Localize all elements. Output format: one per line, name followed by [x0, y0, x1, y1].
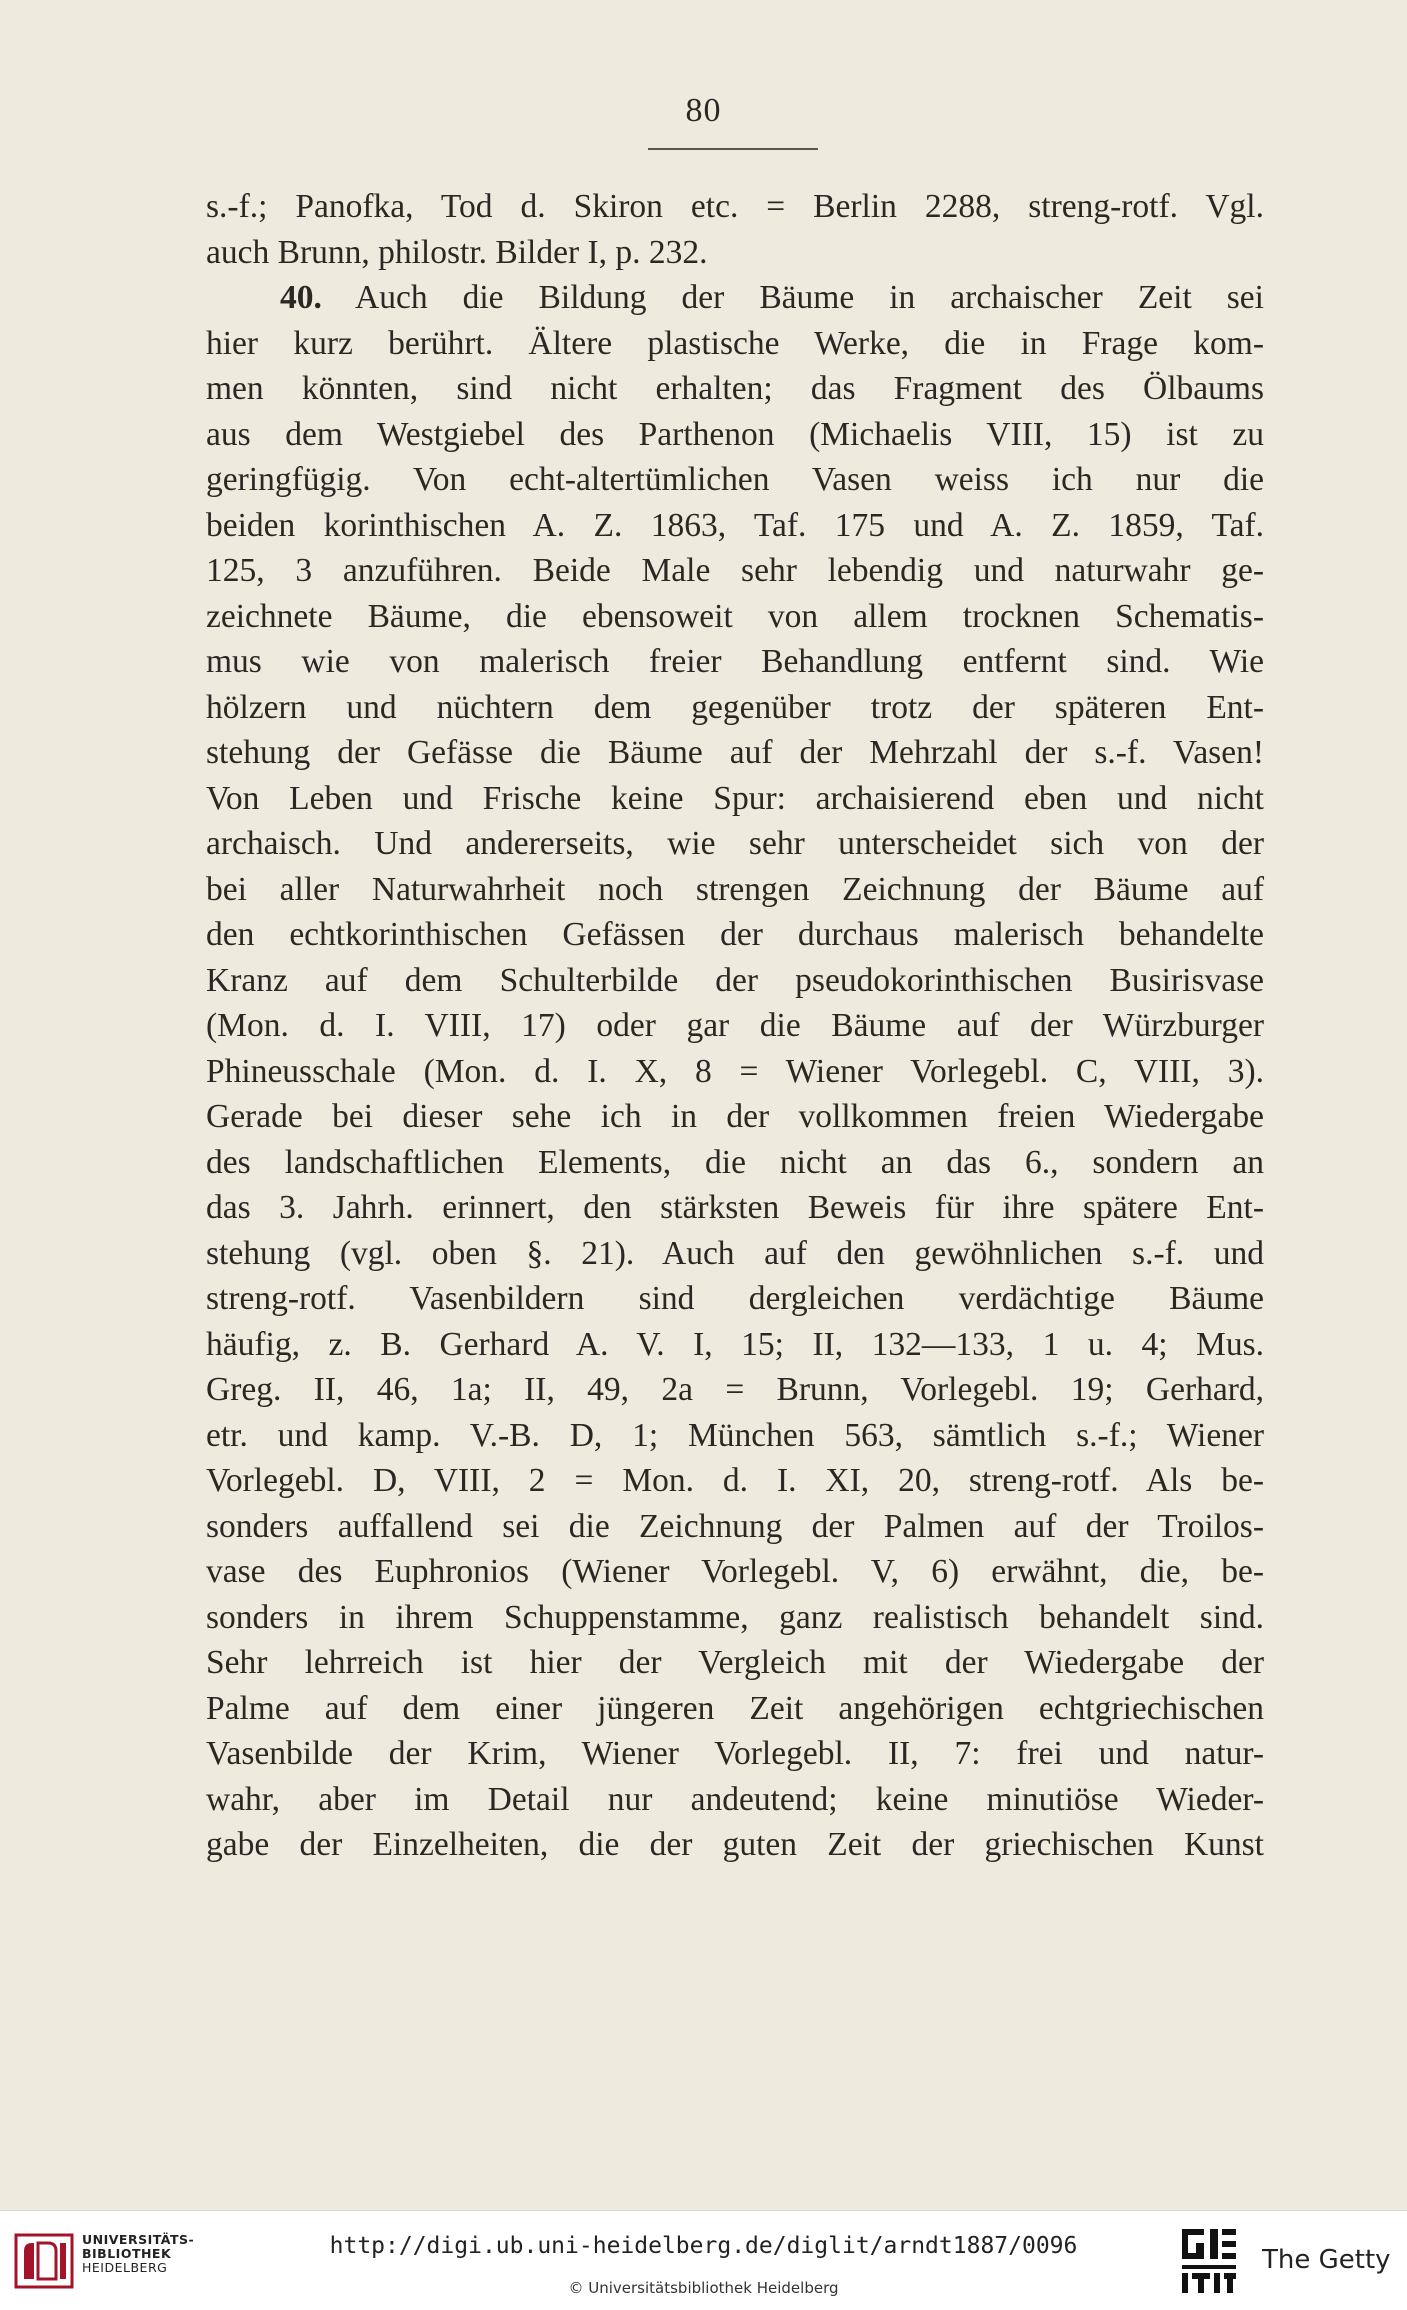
text-line — [206, 275, 1264, 321]
text-line-content: häufig, z. B. Gerhard A. V. I, 15; II, 132—133, 1 u. 4; Mus. — [206, 1325, 1264, 1363]
text-line — [206, 1458, 1264, 1504]
library-name-line3: HEIDELBERG — [82, 2260, 168, 2275]
text-line-content: archaisch. Und andererseits, wie sehr unterscheidet sich von der — [206, 825, 1264, 862]
text-line — [206, 912, 1264, 958]
text-line-content: stehung (vgl. oben §. 21). Auch auf den gewöhnlichen s.-f. und — [206, 1234, 1264, 1272]
text-line — [206, 685, 1264, 731]
text-line — [206, 1686, 1264, 1732]
library-name-line1: UNIVERSITÄTS- — [82, 2232, 195, 2247]
text-line-content: streng-rotf. Vasenbildern sind dergleichen verdächtige Bäume — [206, 1280, 1264, 1317]
text-line-content: Kranz auf dem Schulterbilde der pseudokorinthischen Busirisvase — [206, 961, 1264, 999]
text-line — [206, 1640, 1264, 1686]
text-line-content: aus dem Westgiebel des Parthenon (Michaelis VIII, 15) ist zu — [206, 415, 1264, 453]
text-line-content: Sehr lehrreich ist hier der Vergleich mit der Wiedergabe der — [206, 1644, 1264, 1681]
text-line — [206, 639, 1264, 685]
text-line-content: Gerade bei dieser sehe ich in der vollkommen freien Wiedergabe — [206, 1098, 1264, 1135]
text-line-content: das 3. Jahrh. erinnert, den stärksten Beweis für ihre spätere Ent- — [206, 1189, 1264, 1226]
text-line-content: sonders in ihrem Schuppenstamme, ganz realistisch behandelt sind. — [206, 1598, 1264, 1636]
getty-logo-icon[interactable] — [1178, 2225, 1240, 2297]
text-line — [206, 1094, 1264, 1140]
text-line — [206, 548, 1264, 594]
text-line-content: sonders auffallend sei die Zeichnung der Palmen auf der Troilos- — [206, 1507, 1264, 1545]
text-line — [206, 1413, 1264, 1459]
text-line-content: Auch die Bildung der Bäume in archaischer Zeit sei — [355, 279, 1264, 316]
page-number: 80 — [685, 92, 722, 129]
text-line — [206, 1549, 1264, 1595]
permalink-url[interactable]: http://digi.ub.uni-heidelberg.de/diglit/arndt1887/0096 — [329, 2233, 1078, 2259]
text-line-content: Greg. II, 46, 1a; II, 49, 2a = Brunn, Vorlegebl. 19; Gerhard, — [206, 1371, 1264, 1408]
text-line — [206, 457, 1264, 503]
text-line-content: auch Brunn, philostr. Bilder I, p. 232. — [206, 233, 708, 271]
viewer-footer — [0, 2210, 1407, 2310]
text-line — [206, 1231, 1264, 1277]
text-line — [206, 1595, 1264, 1641]
text-line — [206, 730, 1264, 776]
text-line-content: mus wie von malerisch freier Behandlung entfernt sind. Wie — [206, 643, 1264, 680]
text-line-content: wahr, aber im Detail nur andeutend; keine minutiöse Wieder- — [206, 1780, 1264, 1818]
text-line-content: stehung der Gefässe die Bäume auf der Mehrzahl der s.-f. Vasen! — [206, 734, 1264, 771]
text-line — [206, 184, 1264, 230]
text-line — [206, 366, 1264, 412]
text-line-content: Palme auf dem einer jüngeren Zeit angehörigen echtgriechischen — [206, 1689, 1264, 1727]
copyright-notice: © Universitätsbibliothek Heidelberg — [568, 2279, 839, 2297]
text-line — [206, 821, 1264, 867]
text-line-content: men könnten, sind nicht erhalten; das Fragment des Ölbaums — [206, 370, 1264, 407]
text-line — [206, 1322, 1264, 1368]
text-line-content: beiden korinthischen A. Z. 1863, Taf. 175 und A. Z. 1859, Taf. — [206, 506, 1264, 544]
text-line-content: zeichnete Bäume, die ebensoweit von allem trocknen Schematis- — [206, 597, 1264, 635]
text-line-content: (Mon. d. I. VIII, 17) oder gar die Bäume auf der Würzburger — [206, 1007, 1264, 1044]
text-line — [206, 503, 1264, 549]
page-number-rule — [648, 148, 818, 150]
text-line-content: bei aller Naturwahrheit noch strengen Zeichnung der Bäume auf — [206, 870, 1264, 908]
library-name-line2: BIBLIOTHEK — [82, 2246, 172, 2261]
text-line-content: Vorlegebl. D, VIII, 2 = Mon. d. I. XI, 20, streng-rotf. Als be- — [206, 1462, 1264, 1499]
partner-name: The Getty — [1262, 2245, 1391, 2275]
getty-emblem-icon — [1178, 2225, 1240, 2297]
text-line-content: etr. und kamp. V.-B. D, 1; München 563, sämtlich s.-f.; Wiener — [206, 1416, 1264, 1454]
text-line — [206, 1367, 1264, 1413]
section-number: 40. — [280, 279, 322, 316]
text-line — [206, 1276, 1264, 1322]
body-text — [206, 184, 1264, 1868]
text-line-content: hier kurz berührt. Ältere plastische Werke, die in Frage kom- — [206, 324, 1264, 362]
text-line — [206, 1049, 1264, 1095]
text-line-content: des landschaftlichen Elements, die nicht an das 6., sondern an — [206, 1143, 1264, 1181]
text-line-content: s.-f.; Panofka, Tod d. Skiron etc. = Berlin 2288, streng-rotf. Vgl. — [206, 188, 1264, 225]
text-line-content: hölzern und nüchtern dem gegenüber trotz der späteren Ent- — [206, 688, 1264, 726]
text-line — [206, 1822, 1264, 1868]
text-line — [206, 1003, 1264, 1049]
text-line — [206, 867, 1264, 913]
text-line — [206, 412, 1264, 458]
text-line — [206, 958, 1264, 1004]
text-line-content: geringfügig. Von echt-altertümlichen Vasen weiss ich nur die — [206, 461, 1264, 498]
text-line-content: Vasenbilde der Krim, Wiener Vorlegebl. II, 7: frei und natur- — [206, 1735, 1264, 1772]
text-line-content: gabe der Einzelheiten, die der guten Zeit der griechischen Kunst — [206, 1826, 1264, 1863]
text-line — [206, 1731, 1264, 1777]
text-line-content: Phineusschale (Mon. d. I. X, 8 = Wiener Vorlegebl. C, VIII, 3). — [206, 1052, 1264, 1090]
text-line — [206, 1504, 1264, 1550]
text-line — [206, 230, 1264, 276]
text-line-content: vase des Euphronios (Wiener Vorlegebl. V, 6) erwähnt, die, be- — [206, 1553, 1264, 1590]
text-line — [206, 321, 1264, 367]
text-line — [206, 1140, 1264, 1186]
text-line — [206, 776, 1264, 822]
text-line-content: den echtkorinthischen Gefässen der durchaus malerisch behandelte — [206, 916, 1264, 953]
text-line — [206, 594, 1264, 640]
text-line-content: 125, 3 anzuführen. Beide Male sehr lebendig und naturwahr ge- — [206, 552, 1264, 589]
text-line — [206, 1777, 1264, 1823]
text-line-content: Von Leben und Frische keine Spur: archaisierend eben und nicht — [206, 779, 1264, 817]
text-line — [206, 1185, 1264, 1231]
